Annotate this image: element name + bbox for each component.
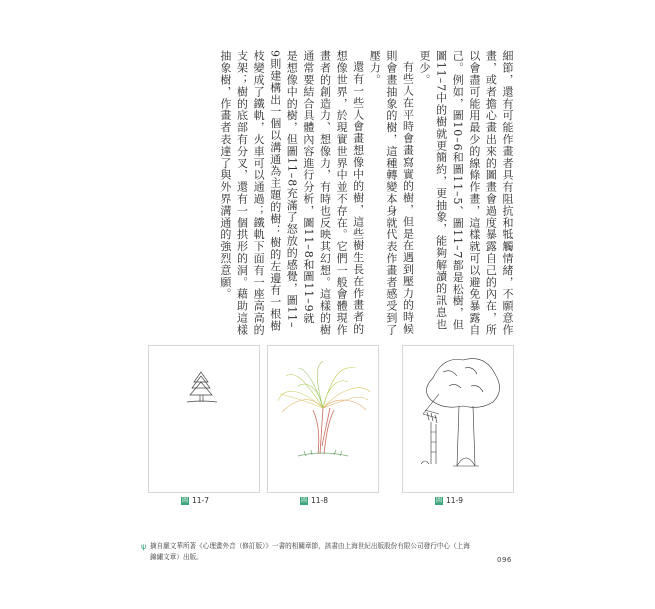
pine-tree-drawing — [149, 346, 259, 492]
figure-11-8 — [267, 345, 379, 493]
figure-marker-icon: 圖 — [435, 496, 442, 504]
blooming-tree-drawing — [268, 346, 378, 492]
paragraph-3: 還有一些人會畫想像中的樹，這些樹生長在作畫者的想像世界，於現實世界中並不存在。它們一般會體現作畫者的創造力、想像力，有時也反映其幻想。這樣的樹通常要結合具體內容進行分析，圖11–8和圖11–9就是想像中的樹，但圖11–8充滿了怒放的感覺，圖11–9則建構出一個以溝通為主題的樹：樹的左邊有一根樹枝變成了鐵軌，火車可以通過；鐵軌下面有一座高高的支架；樹的底部有分叉，還有一個拱形的洞。藉助這樣抽象樹，作畫者表達了與外界溝通的強烈意願。 — [218, 50, 365, 336]
caption-11-9: 圖 11-9 — [435, 496, 464, 505]
paragraph-2: 有些人在平時會畫寫實的樹，但是在遇到壓力的時候則會畫抽象的樹，這種轉變本身就代表作畫者感受到了壓力。 — [368, 50, 415, 336]
figure-11-9 — [402, 345, 514, 493]
body-text — [145, 50, 515, 336]
figure-row — [148, 345, 512, 505]
figure-marker-icon: 圖 — [300, 496, 307, 504]
caption-11-8: 圖 11-8 — [300, 496, 329, 505]
page-number: 096 — [497, 556, 512, 564]
caption-11-7: 圖 11-7 — [181, 496, 210, 505]
railway-tree-drawing — [403, 346, 513, 492]
footnote — [141, 541, 470, 563]
figure-marker-icon: 圖 — [181, 496, 188, 504]
paragraph-1: 細節，還有可能作畫者具有阻抗和牴觸情緒，不願意作畫，或者擔心畫出來的圖畫會過度暴露自己的內在，所以會盡可能用最少的線條作畫，這樣就可以避免暴露自己。例如，圖10–6和圖11–5、圖11–7都是松樹，但圖11–7中的樹就更簡約，更抽象，能夠解讀的訊息也更少。 — [418, 50, 514, 336]
leaf-icon: ψ — [141, 542, 147, 551]
figure-11-7 — [148, 345, 260, 493]
footnote-text: 摘自嚴文華所著《心理畫外音（修訂版）》一書的相關章節，該書由上海世紀出版股份有限公司發行中心（上海錦繡文章）出版。 — [150, 542, 470, 561]
